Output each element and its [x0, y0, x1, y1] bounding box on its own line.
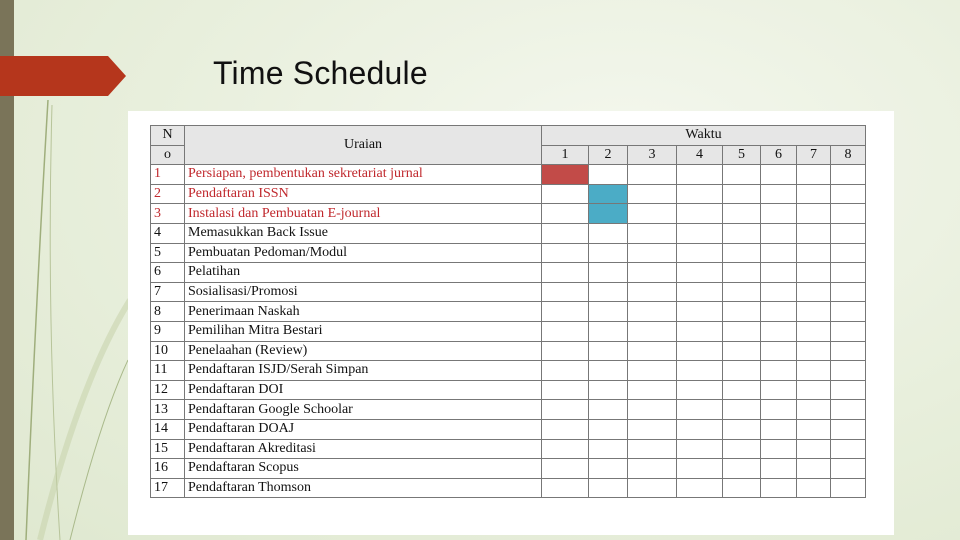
week-cell	[761, 361, 797, 381]
week-cell	[589, 380, 628, 400]
week-cell	[542, 263, 589, 283]
week-cell	[542, 380, 589, 400]
row-activity: Pendaftaran Scopus	[185, 459, 542, 479]
week-cell	[723, 243, 761, 263]
week-cell	[797, 204, 831, 224]
row-activity: Pendaftaran Akreditasi	[185, 439, 542, 459]
row-number: 5	[151, 243, 185, 263]
week-cell	[723, 223, 761, 243]
week-cell	[831, 341, 866, 361]
table-row	[151, 321, 866, 341]
week-cell	[542, 459, 589, 479]
week-cell	[723, 400, 761, 420]
week-cell	[542, 341, 589, 361]
row-number: 14	[151, 419, 185, 439]
header-week-5: 5	[723, 145, 761, 165]
week-cell	[589, 302, 628, 322]
row-activity: Pelatihan	[185, 263, 542, 283]
row-number: 1	[151, 165, 185, 185]
row-number: 6	[151, 263, 185, 283]
week-cell	[542, 282, 589, 302]
row-number: 11	[151, 361, 185, 381]
week-cell	[723, 282, 761, 302]
schedule-bar	[589, 204, 628, 224]
week-cell	[723, 380, 761, 400]
week-cell	[797, 223, 831, 243]
schedule-bar	[589, 184, 628, 204]
week-cell	[831, 282, 866, 302]
week-cell	[797, 400, 831, 420]
week-cell	[797, 243, 831, 263]
header-week-1: 1	[542, 145, 589, 165]
header-week-2: 2	[589, 145, 628, 165]
slide-title: Time Schedule	[213, 55, 428, 91]
week-cell	[723, 439, 761, 459]
week-cell	[589, 478, 628, 498]
week-cell	[677, 439, 723, 459]
table-row	[151, 419, 866, 439]
week-cell	[831, 478, 866, 498]
table-row	[151, 439, 866, 459]
week-cell	[677, 263, 723, 283]
week-cell	[831, 459, 866, 479]
row-number: 4	[151, 223, 185, 243]
table-row	[151, 165, 866, 185]
week-cell	[677, 321, 723, 341]
week-cell	[589, 439, 628, 459]
week-cell	[628, 459, 677, 479]
row-activity: Persiapan, pembentukan sekretariat jurnal	[185, 165, 542, 185]
week-cell	[677, 282, 723, 302]
row-activity: Pendaftaran DOI	[185, 380, 542, 400]
week-cell	[628, 400, 677, 420]
week-cell	[542, 478, 589, 498]
week-cell	[797, 459, 831, 479]
week-cell	[589, 223, 628, 243]
row-number: 2	[151, 184, 185, 204]
week-cell	[831, 165, 866, 185]
week-cell	[589, 400, 628, 420]
table-row	[151, 478, 866, 498]
week-cell	[628, 204, 677, 224]
table-row	[151, 184, 866, 204]
week-cell	[797, 263, 831, 283]
row-number: 7	[151, 282, 185, 302]
week-cell	[628, 223, 677, 243]
week-cell	[589, 341, 628, 361]
week-cell	[761, 478, 797, 498]
week-cell	[797, 165, 831, 185]
week-cell	[542, 321, 589, 341]
week-cell	[831, 321, 866, 341]
week-cell	[723, 478, 761, 498]
week-cell	[542, 439, 589, 459]
row-activity: Memasukkan Back Issue	[185, 223, 542, 243]
row-activity: Pendaftaran Google Schoolar	[185, 400, 542, 420]
week-cell	[723, 302, 761, 322]
week-cell	[628, 184, 677, 204]
header-uraian: Uraian	[185, 126, 542, 165]
row-activity: Sosialisasi/Promosi	[185, 282, 542, 302]
week-cell	[797, 361, 831, 381]
week-cell	[723, 321, 761, 341]
table-row	[151, 459, 866, 479]
week-cell	[589, 361, 628, 381]
week-cell	[831, 204, 866, 224]
week-cell	[761, 165, 797, 185]
week-cell	[542, 243, 589, 263]
week-cell	[797, 282, 831, 302]
week-cell	[761, 302, 797, 322]
header-week-3: 3	[628, 145, 677, 165]
week-cell	[677, 204, 723, 224]
row-number: 12	[151, 380, 185, 400]
week-cell	[677, 341, 723, 361]
schedule-table	[150, 125, 866, 498]
week-cell	[589, 282, 628, 302]
week-cell	[677, 459, 723, 479]
row-number: 8	[151, 302, 185, 322]
schedule-sheet	[128, 111, 894, 535]
row-activity: Penelaahan (Review)	[185, 341, 542, 361]
week-cell	[831, 361, 866, 381]
week-cell	[831, 380, 866, 400]
week-cell	[723, 361, 761, 381]
row-activity: Penerimaan Naskah	[185, 302, 542, 322]
week-cell	[831, 223, 866, 243]
table-row	[151, 341, 866, 361]
week-cell	[761, 459, 797, 479]
week-cell	[542, 361, 589, 381]
row-activity: Pendaftaran ISJD/Serah Simpan	[185, 361, 542, 381]
week-cell	[589, 165, 628, 185]
schedule-bar	[542, 165, 589, 185]
week-cell	[831, 400, 866, 420]
week-cell	[628, 243, 677, 263]
week-cell	[628, 361, 677, 381]
week-cell	[542, 184, 589, 204]
week-cell	[831, 263, 866, 283]
row-number: 17	[151, 478, 185, 498]
week-cell	[761, 204, 797, 224]
table-row	[151, 282, 866, 302]
title-arrow-banner	[0, 56, 126, 96]
week-cell	[677, 380, 723, 400]
week-cell	[677, 361, 723, 381]
week-cell	[761, 439, 797, 459]
row-number: 10	[151, 341, 185, 361]
week-cell	[761, 243, 797, 263]
week-cell	[589, 263, 628, 283]
table-row	[151, 223, 866, 243]
row-activity: Pendaftaran ISSN	[185, 184, 542, 204]
week-cell	[723, 165, 761, 185]
header-no: N	[151, 126, 185, 146]
week-cell	[542, 223, 589, 243]
table-row	[151, 263, 866, 283]
week-cell	[589, 321, 628, 341]
week-cell	[628, 341, 677, 361]
row-activity: Pemilihan Mitra Bestari	[185, 321, 542, 341]
week-cell	[831, 439, 866, 459]
header-no-line2: o	[151, 145, 185, 165]
week-cell	[542, 400, 589, 420]
week-cell	[723, 263, 761, 283]
week-cell	[761, 223, 797, 243]
row-activity: Pendaftaran Thomson	[185, 478, 542, 498]
week-cell	[761, 184, 797, 204]
week-cell	[589, 459, 628, 479]
week-cell	[761, 341, 797, 361]
row-number: 9	[151, 321, 185, 341]
week-cell	[677, 223, 723, 243]
week-cell	[677, 165, 723, 185]
week-cell	[677, 184, 723, 204]
table-row	[151, 400, 866, 420]
row-activity: Instalasi dan Pembuatan E-journal	[185, 204, 542, 224]
week-cell	[677, 243, 723, 263]
week-cell	[542, 302, 589, 322]
week-cell	[677, 419, 723, 439]
row-number: 13	[151, 400, 185, 420]
row-number: 3	[151, 204, 185, 224]
week-cell	[723, 341, 761, 361]
week-cell	[831, 243, 866, 263]
row-activity: Pembuatan Pedoman/Modul	[185, 243, 542, 263]
row-activity: Pendaftaran DOAJ	[185, 419, 542, 439]
table-row	[151, 361, 866, 381]
table-row	[151, 243, 866, 263]
table-row	[151, 204, 866, 224]
week-cell	[831, 302, 866, 322]
week-cell	[797, 184, 831, 204]
week-cell	[628, 419, 677, 439]
header-week-4: 4	[677, 145, 723, 165]
week-cell	[677, 302, 723, 322]
week-cell	[797, 419, 831, 439]
table-row	[151, 302, 866, 322]
week-cell	[628, 321, 677, 341]
header-week-7: 7	[797, 145, 831, 165]
week-cell	[797, 439, 831, 459]
week-cell	[628, 282, 677, 302]
week-cell	[542, 419, 589, 439]
week-cell	[628, 165, 677, 185]
week-cell	[628, 380, 677, 400]
week-cell	[589, 243, 628, 263]
week-cell	[797, 341, 831, 361]
week-cell	[723, 459, 761, 479]
week-cell	[797, 380, 831, 400]
header-week-8: 8	[831, 145, 866, 165]
header-week-6: 6	[761, 145, 797, 165]
week-cell	[797, 302, 831, 322]
table-row	[151, 380, 866, 400]
week-cell	[761, 419, 797, 439]
week-cell	[831, 419, 866, 439]
week-cell	[628, 439, 677, 459]
header-waktu: Waktu	[542, 126, 866, 146]
week-cell	[797, 478, 831, 498]
week-cell	[761, 380, 797, 400]
week-cell	[542, 204, 589, 224]
week-cell	[723, 184, 761, 204]
week-cell	[589, 419, 628, 439]
week-cell	[677, 400, 723, 420]
row-number: 16	[151, 459, 185, 479]
week-cell	[628, 478, 677, 498]
week-cell	[628, 302, 677, 322]
week-cell	[761, 400, 797, 420]
week-cell	[761, 282, 797, 302]
week-cell	[761, 321, 797, 341]
week-cell	[831, 184, 866, 204]
row-number: 15	[151, 439, 185, 459]
week-cell	[723, 419, 761, 439]
week-cell	[723, 204, 761, 224]
week-cell	[628, 263, 677, 283]
week-cell	[677, 478, 723, 498]
week-cell	[761, 263, 797, 283]
week-cell	[797, 321, 831, 341]
